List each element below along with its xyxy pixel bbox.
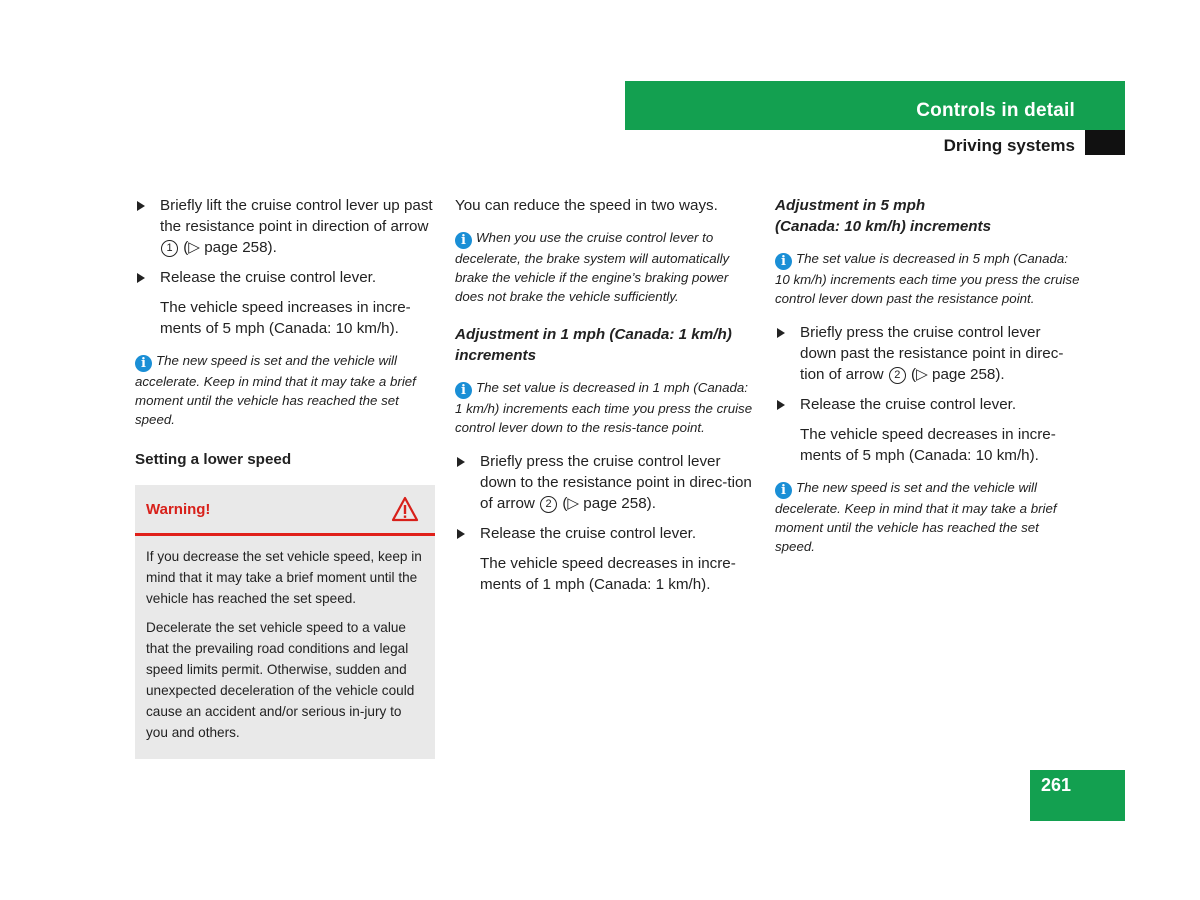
- subsection-heading: [775, 195, 1080, 237]
- column-2: [455, 195, 757, 604]
- warning-box: [135, 485, 435, 759]
- info-note-text: The set value is decreased in 5 mph (Canada: 10 km/h) increments each time you press the cruise control lever down past the resistance point.: [775, 251, 1080, 306]
- column-1: [135, 195, 437, 759]
- info-note: [455, 228, 757, 306]
- info-note-text: The set value is decreased in 1 mph (Canada: 1 km/h) increments each time you press the cruise control lever down to the resis-tance point.: [455, 380, 753, 435]
- step-press-lever: [455, 451, 757, 514]
- step-text: Briefly press the cruise control lever down to the resistance point in direc-tion of arrow: [480, 453, 752, 512]
- section-title: Controls in detail: [916, 100, 1075, 121]
- subsection-heading: Setting a lower speed: [135, 451, 292, 468]
- step-text: Briefly lift the cruise control lever up past the resistance point in direction of arrow: [160, 197, 433, 235]
- warning-paragraph: If you decrease the set vehicle speed, keep in mind that it may take a brief moment until the vehicle has reached the set speed.: [146, 549, 422, 606]
- page-ref: (▷ page 258).: [911, 366, 1005, 383]
- info-note: [455, 378, 757, 437]
- result-text: The vehicle speed decreases in incre-ments of 1 mph (Canada: 1 km/h).: [480, 555, 736, 593]
- triangle-bullet-icon: [137, 201, 145, 211]
- triangle-bullet-icon: [777, 400, 785, 410]
- triangle-bullet-icon: [457, 457, 465, 467]
- info-note-text: When you use the cruise control lever to decelerate, the brake system will automatically brake the vehicle if the engine’s braking power does not brake the vehicle sufficiently.: [455, 230, 730, 304]
- warning-label: Warning!: [146, 501, 211, 518]
- triangle-bullet-icon: [457, 529, 465, 539]
- triangle-bullet-icon: [137, 273, 145, 283]
- info-icon: i: [135, 355, 152, 372]
- header-marker-block: [1085, 130, 1125, 155]
- page-number: 261: [1040, 775, 1072, 795]
- result-text: The vehicle speed increases in incre-ments of 5 mph (Canada: 10 km/h).: [160, 299, 411, 337]
- result-text: The vehicle speed decreases in incre-ments of 5 mph (Canada: 10 km/h).: [800, 426, 1056, 464]
- subsection-heading: Adjustment in 1 mph (Canada: 1 km/h) increments: [455, 326, 732, 364]
- step-lift-lever: [135, 195, 437, 258]
- step-release-lever: [775, 394, 1080, 415]
- step-text: Release the cruise control lever.: [800, 396, 1017, 413]
- intro-text: You can reduce the speed in two ways.: [455, 197, 718, 214]
- arrow-number: 2: [540, 496, 557, 513]
- page-ref: (▷ page 258).: [562, 495, 656, 512]
- info-note: [135, 351, 437, 429]
- warning-body: [135, 536, 435, 759]
- arrow-number: 1: [161, 240, 178, 257]
- info-icon: i: [775, 482, 792, 499]
- column-3: [775, 195, 1080, 570]
- info-note-text: The new speed is set and the vehicle will accelerate. Keep in mind that it may take a brief moment until the vehicle has reached the set speed.: [135, 353, 416, 427]
- warning-header: [135, 485, 435, 536]
- info-note: [775, 249, 1080, 308]
- step-text: Release the cruise control lever.: [480, 525, 697, 542]
- warning-paragraph: Decelerate the set vehicle speed to a value that the prevailing road conditions and legal speed limits permit. Otherwise, sudden and unexpected deceleration of the vehicle could cause an accident and/or serious in-jury to you and others.: [146, 620, 415, 740]
- step-release-lever: [135, 267, 437, 288]
- section-subtitle: Driving systems: [943, 136, 1075, 155]
- step-release-lever: [455, 523, 757, 544]
- step-text: Release the cruise control lever.: [160, 269, 377, 286]
- step-press-lever: [775, 322, 1080, 385]
- triangle-bullet-icon: [777, 328, 785, 338]
- heading-line: Adjustment in 5 mph: [775, 197, 926, 214]
- warning-triangle-icon: [391, 496, 419, 527]
- info-note-text: The new speed is set and the vehicle will decelerate. Keep in mind that it may take a brief moment until the vehicle has reached the set speed.: [775, 480, 1057, 554]
- info-icon: i: [455, 232, 472, 249]
- arrow-number: 2: [889, 367, 906, 384]
- info-icon: i: [455, 382, 472, 399]
- info-icon: i: [775, 253, 792, 270]
- info-note: [775, 478, 1080, 556]
- step-text: Briefly press the cruise control lever down past the resistance point in direc-tion of arrow: [800, 324, 1064, 383]
- page-ref: (▷ page 258).: [183, 239, 277, 256]
- heading-line: (Canada: 10 km/h) increments: [775, 218, 992, 235]
